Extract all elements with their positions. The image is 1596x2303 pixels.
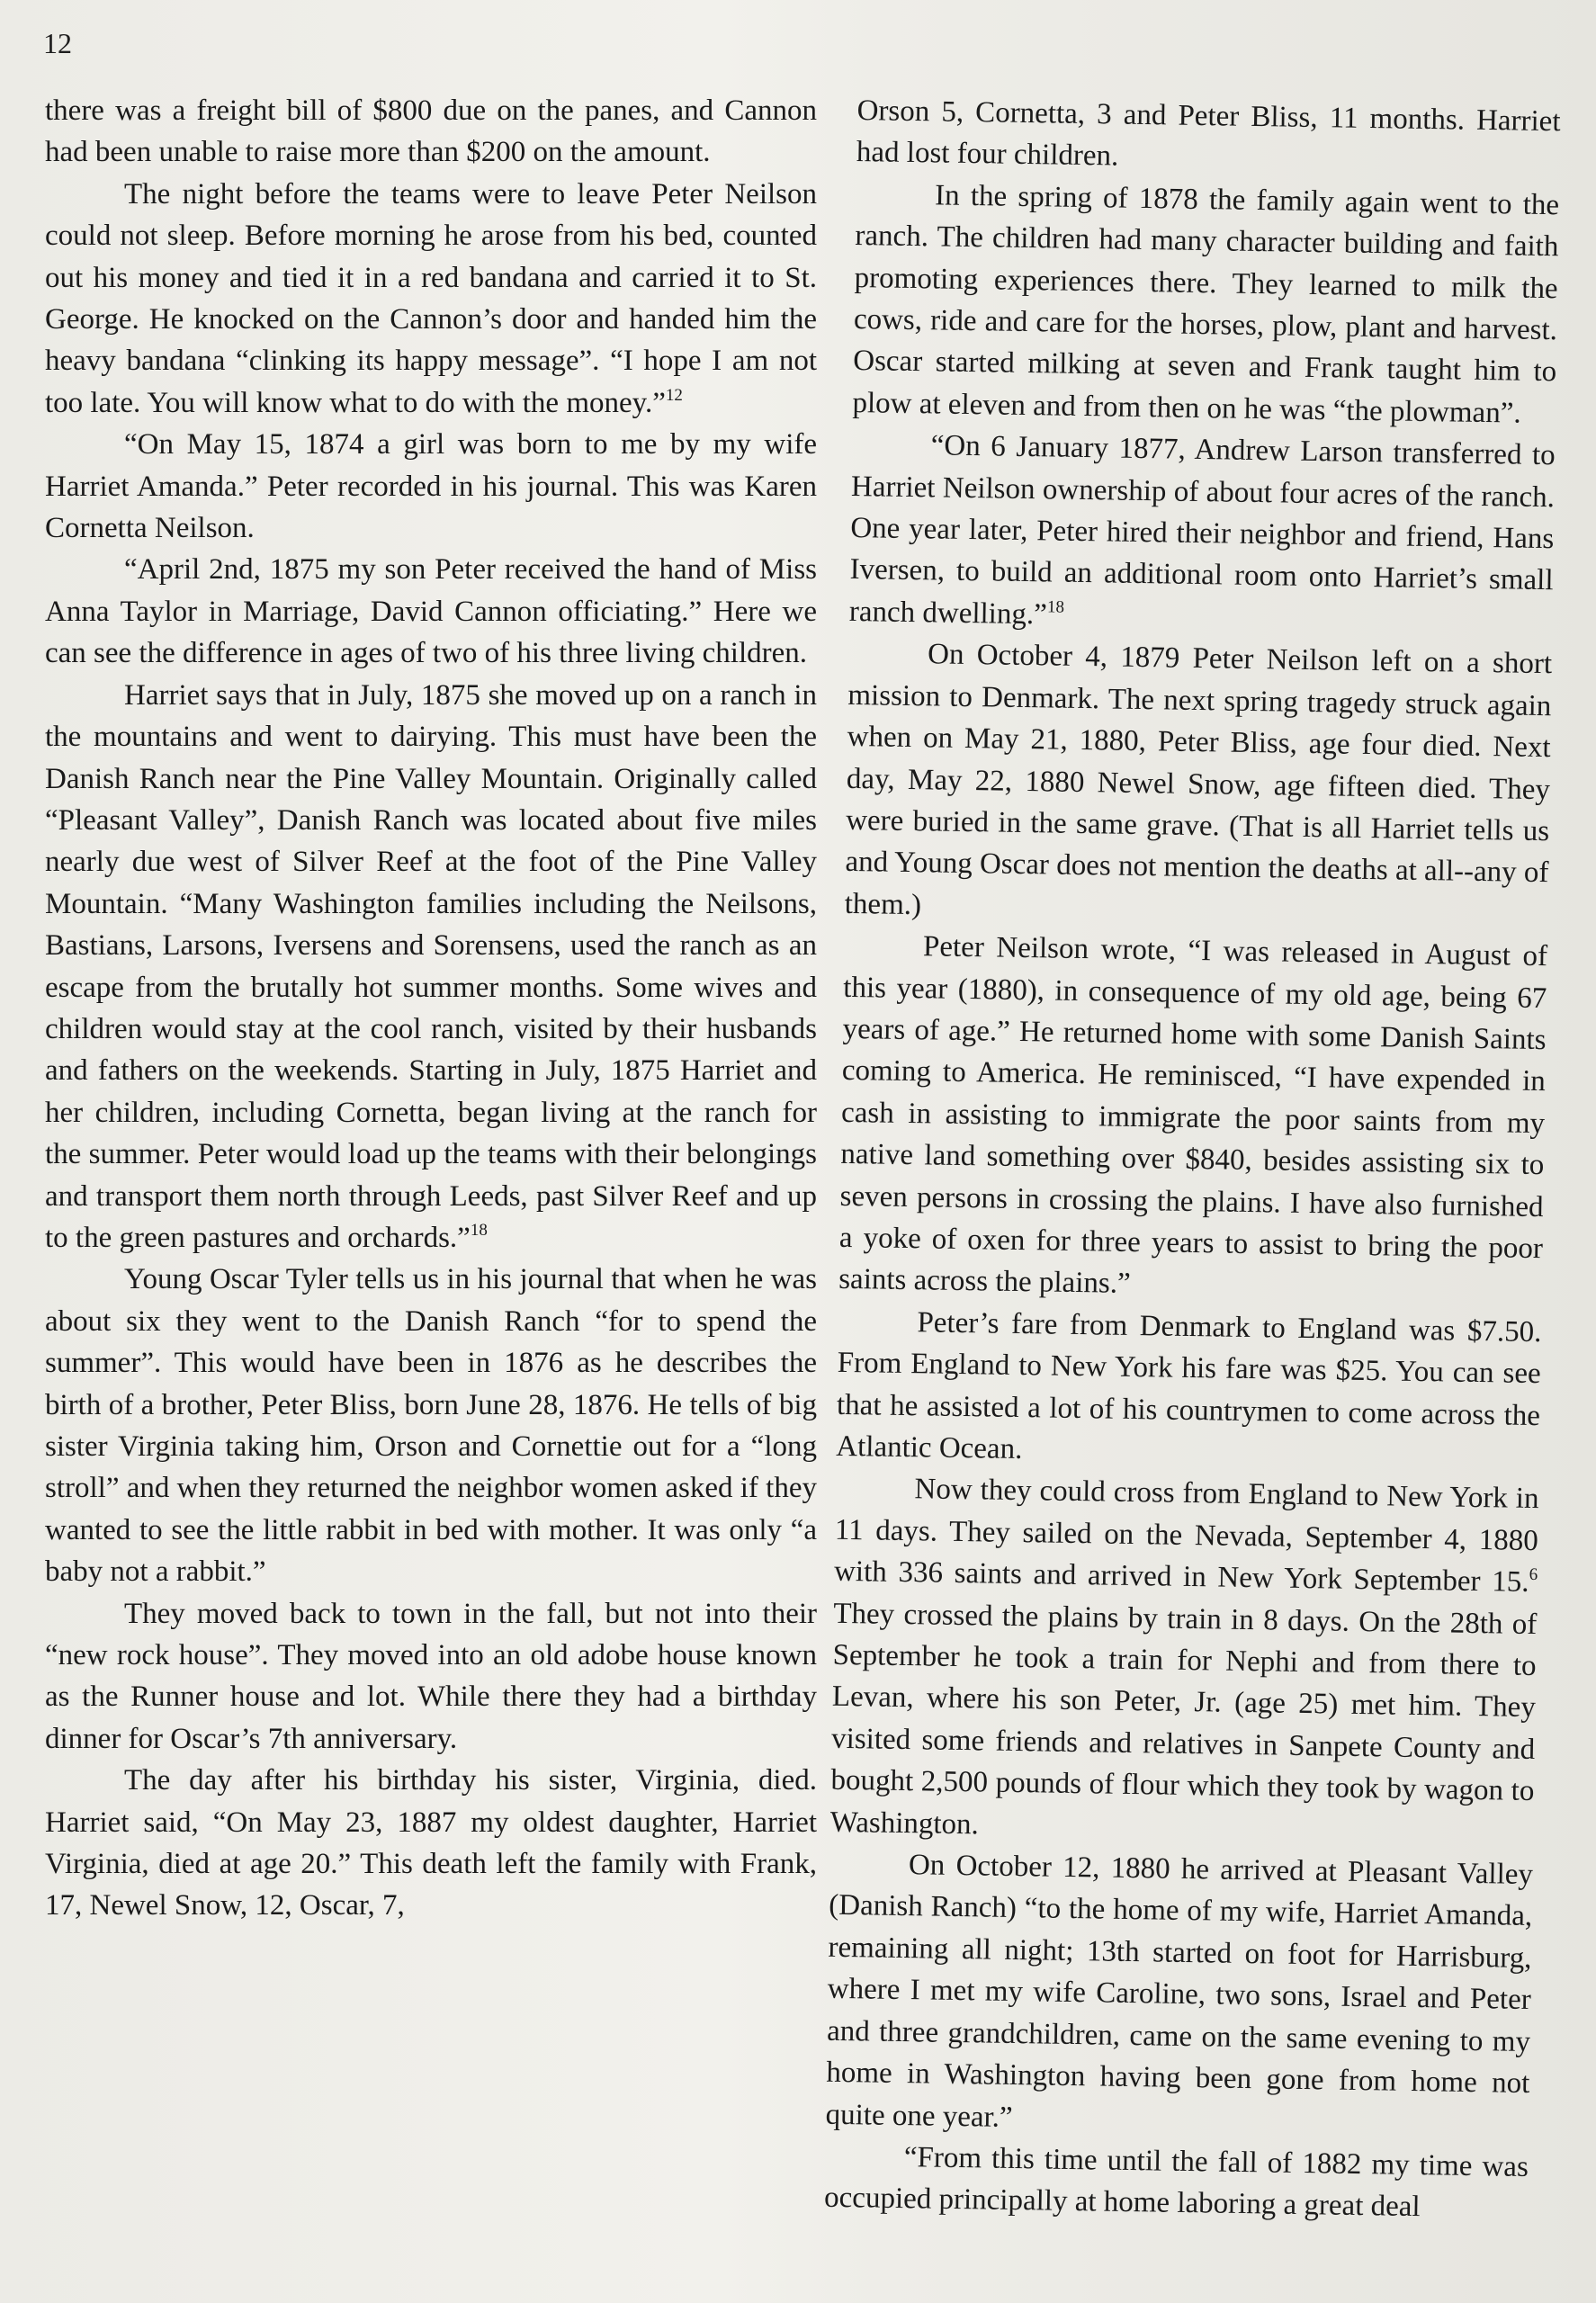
paragraph: “April 2nd, 1875 my son Peter received the hand of Miss Anna Taylor in Marriage, David Cannon officiating.” Here we can see the difference in ages of two of his three living children. xyxy=(45,553,817,670)
paragraph: Orson 5, Cornetta, 3 and Peter Bliss, 11 months. Harriet had lost four children. xyxy=(856,94,1561,173)
paragraph: “On May 15, 1874 a girl was born to me by my wife Harriet Amanda.” Peter recorded in his journal. This was Karen Cornetta Neilson. xyxy=(45,428,817,545)
paragraph: “From this time until the fall of 1882 my time was occupied principally at home laboring a great deal xyxy=(823,2141,1529,2224)
left-column xyxy=(45,90,817,1927)
paragraph: there was a freight bill of $800 due on the panes, and Cannon had been unable to raise more than $200 on the amount. xyxy=(45,94,817,169)
paragraph: Peter Neilson wrote, “I was released in August of this year (1880), in consequence of my old age, being 67 years of age.” He returned home with some Danish Saints coming to America. He reminisced, “I have expended in cash in assisting to immigrate the poor saints from my native land something over $840, besides assisting six to seven persons in crossing the plains. I have also furnished a yoke of oxen for three years to assist to bring the poor saints across the plains.” xyxy=(838,930,1548,1301)
paragraph: Young Oscar Tyler tells us in his journal that when he was about six they went to the Danish Ranch “for to spend the summer”. This would have been in 1876 as he describes the birth of a brother, Peter Bliss, born June 28, 1876. He tells of big sister Virginia taking him, Orson and Cornettie out for a “long stroll” and when they returned the neighbor women asked if they wanted to see the little rabbit in bed with mother. It was only “a baby not a rabbit.” xyxy=(45,1263,817,1589)
paragraph: “On 6 January 1877, Andrew Larson transferred to Harriet Neilson ownership of about four acres of the ranch. One year later, Peter hired their neighbor and friend, Hans Iversen, to build an additional room onto Harriet’s small ranch dwelling.”$^{18}$ xyxy=(848,429,1556,632)
footnote-marker: 12 xyxy=(665,385,683,405)
footnote-marker: 18 xyxy=(470,1220,488,1240)
paragraph: Now they could cross from England to New York in 11 days. They sailed on the Nevada, September 4, 1880 with 336 saints and arrived in New York September 15.$^6$ They crossed the plains by train in 8 days. On the 28th of September he took a train for Nephi and from there to Levan, where his son Peter, Jr. (age 25) met him. They visited some friends and relatives in Sanpete County and bought 2,500 pounds of flour which they took by wagon to Washington. xyxy=(829,1473,1539,1842)
footnote-marker: 18 xyxy=(1046,597,1065,617)
paragraph: The night before the teams were to leave Peter Neilson could not sleep. Before morning he arose from his bed, counted out his money and tied it in a red bandana and carried it to St. George. He knocked on the Cannon’s door and handed him the heavy bandana “clinking its happy message”. “I hope I am not too late. You will know what to do with the money.”$^{12}$ xyxy=(45,177,817,419)
paragraph: In the spring of 1878 the family again went to the ranch. The children had many character building and faith promoting experiences there. They learned to milk the cows, ride and care for the horses, plow, plant and harvest. Oscar started milking at seven and Frank taught him to plow at eleven and from then on he was “the plowman”. xyxy=(852,179,1560,430)
page-number: 12 xyxy=(43,27,72,59)
footnote-marker: 6 xyxy=(1529,1565,1538,1585)
paragraph: Peter’s fare from Denmark to England was $7.50. From England to New York his fare was $25. You can see that he assisted a lot of his countrymen to come across the Atlantic Ocean. xyxy=(836,1305,1542,1466)
paragraph: Harriet says that in July, 1875 she moved up on a ranch in the mountains and went to dairying. This must have been the Danish Ranch near the Pine Valley Mountain. Originally called “Pleasant Valley”, Danish Ranch was located about five miles nearly due west of Silver Reef at the foot of the Pine Valley Mountain. “Many Washington families including the Neilsons, Bastians, Larsons, Iversens and Sorensens, used the ranch as an escape from the brutally hot summer months. Some wives and children would stay at the cool ranch, visited by their husbands and fathers on the weekends. Starting in July, 1875 Harriet and her children, including Cornetta, began living at the ranch for the summer. Peter would load up the teams with their belongings and transport them north through Leeds, past Silver Reef and up to the green pastures and orchards.”$^{18}$ xyxy=(45,678,817,1254)
paragraph: The day after his birthday his sister, Virginia, died. Harriet said, “On May 23, 1887 my oldest daughter, Harriet Virginia, died at age 20.” This death left the family with Frank, 17, Newel Snow, 12, Oscar, 7, xyxy=(45,1764,817,1922)
right-column xyxy=(824,90,1561,2230)
paragraph: On October 12, 1880 he arrived at Pleasant Valley (Danish Ranch) “to the home of my wife, Harriet Amanda, remaining all night; 13th started on foot for Harrisburg, where I met my wife Caroline, two sons, Israel and Peter and three grandchildren, came on the same evening to my home in Washington having been gone from home not quite one year.” xyxy=(825,1849,1534,2134)
paragraph: They moved back to town in the fall, but not into their “new rock house”. They moved into an old adobe house known as the Runner house and lot. While there they had a birthday dinner for Oscar’s 7th anniversary. xyxy=(45,1597,817,1755)
paragraph: On October 4, 1879 Peter Neilson left on a short mission to Denmark. The next spring tragedy struck again when on May 21, 1880, Peter Bliss, age four died. Next day, May 22, 1880 Newel Snow, age fifteen died. They were buried in the same grave. (That is all Harriet tells us and Young Oscar does not mention the deaths at all--any of them.) xyxy=(844,638,1553,921)
